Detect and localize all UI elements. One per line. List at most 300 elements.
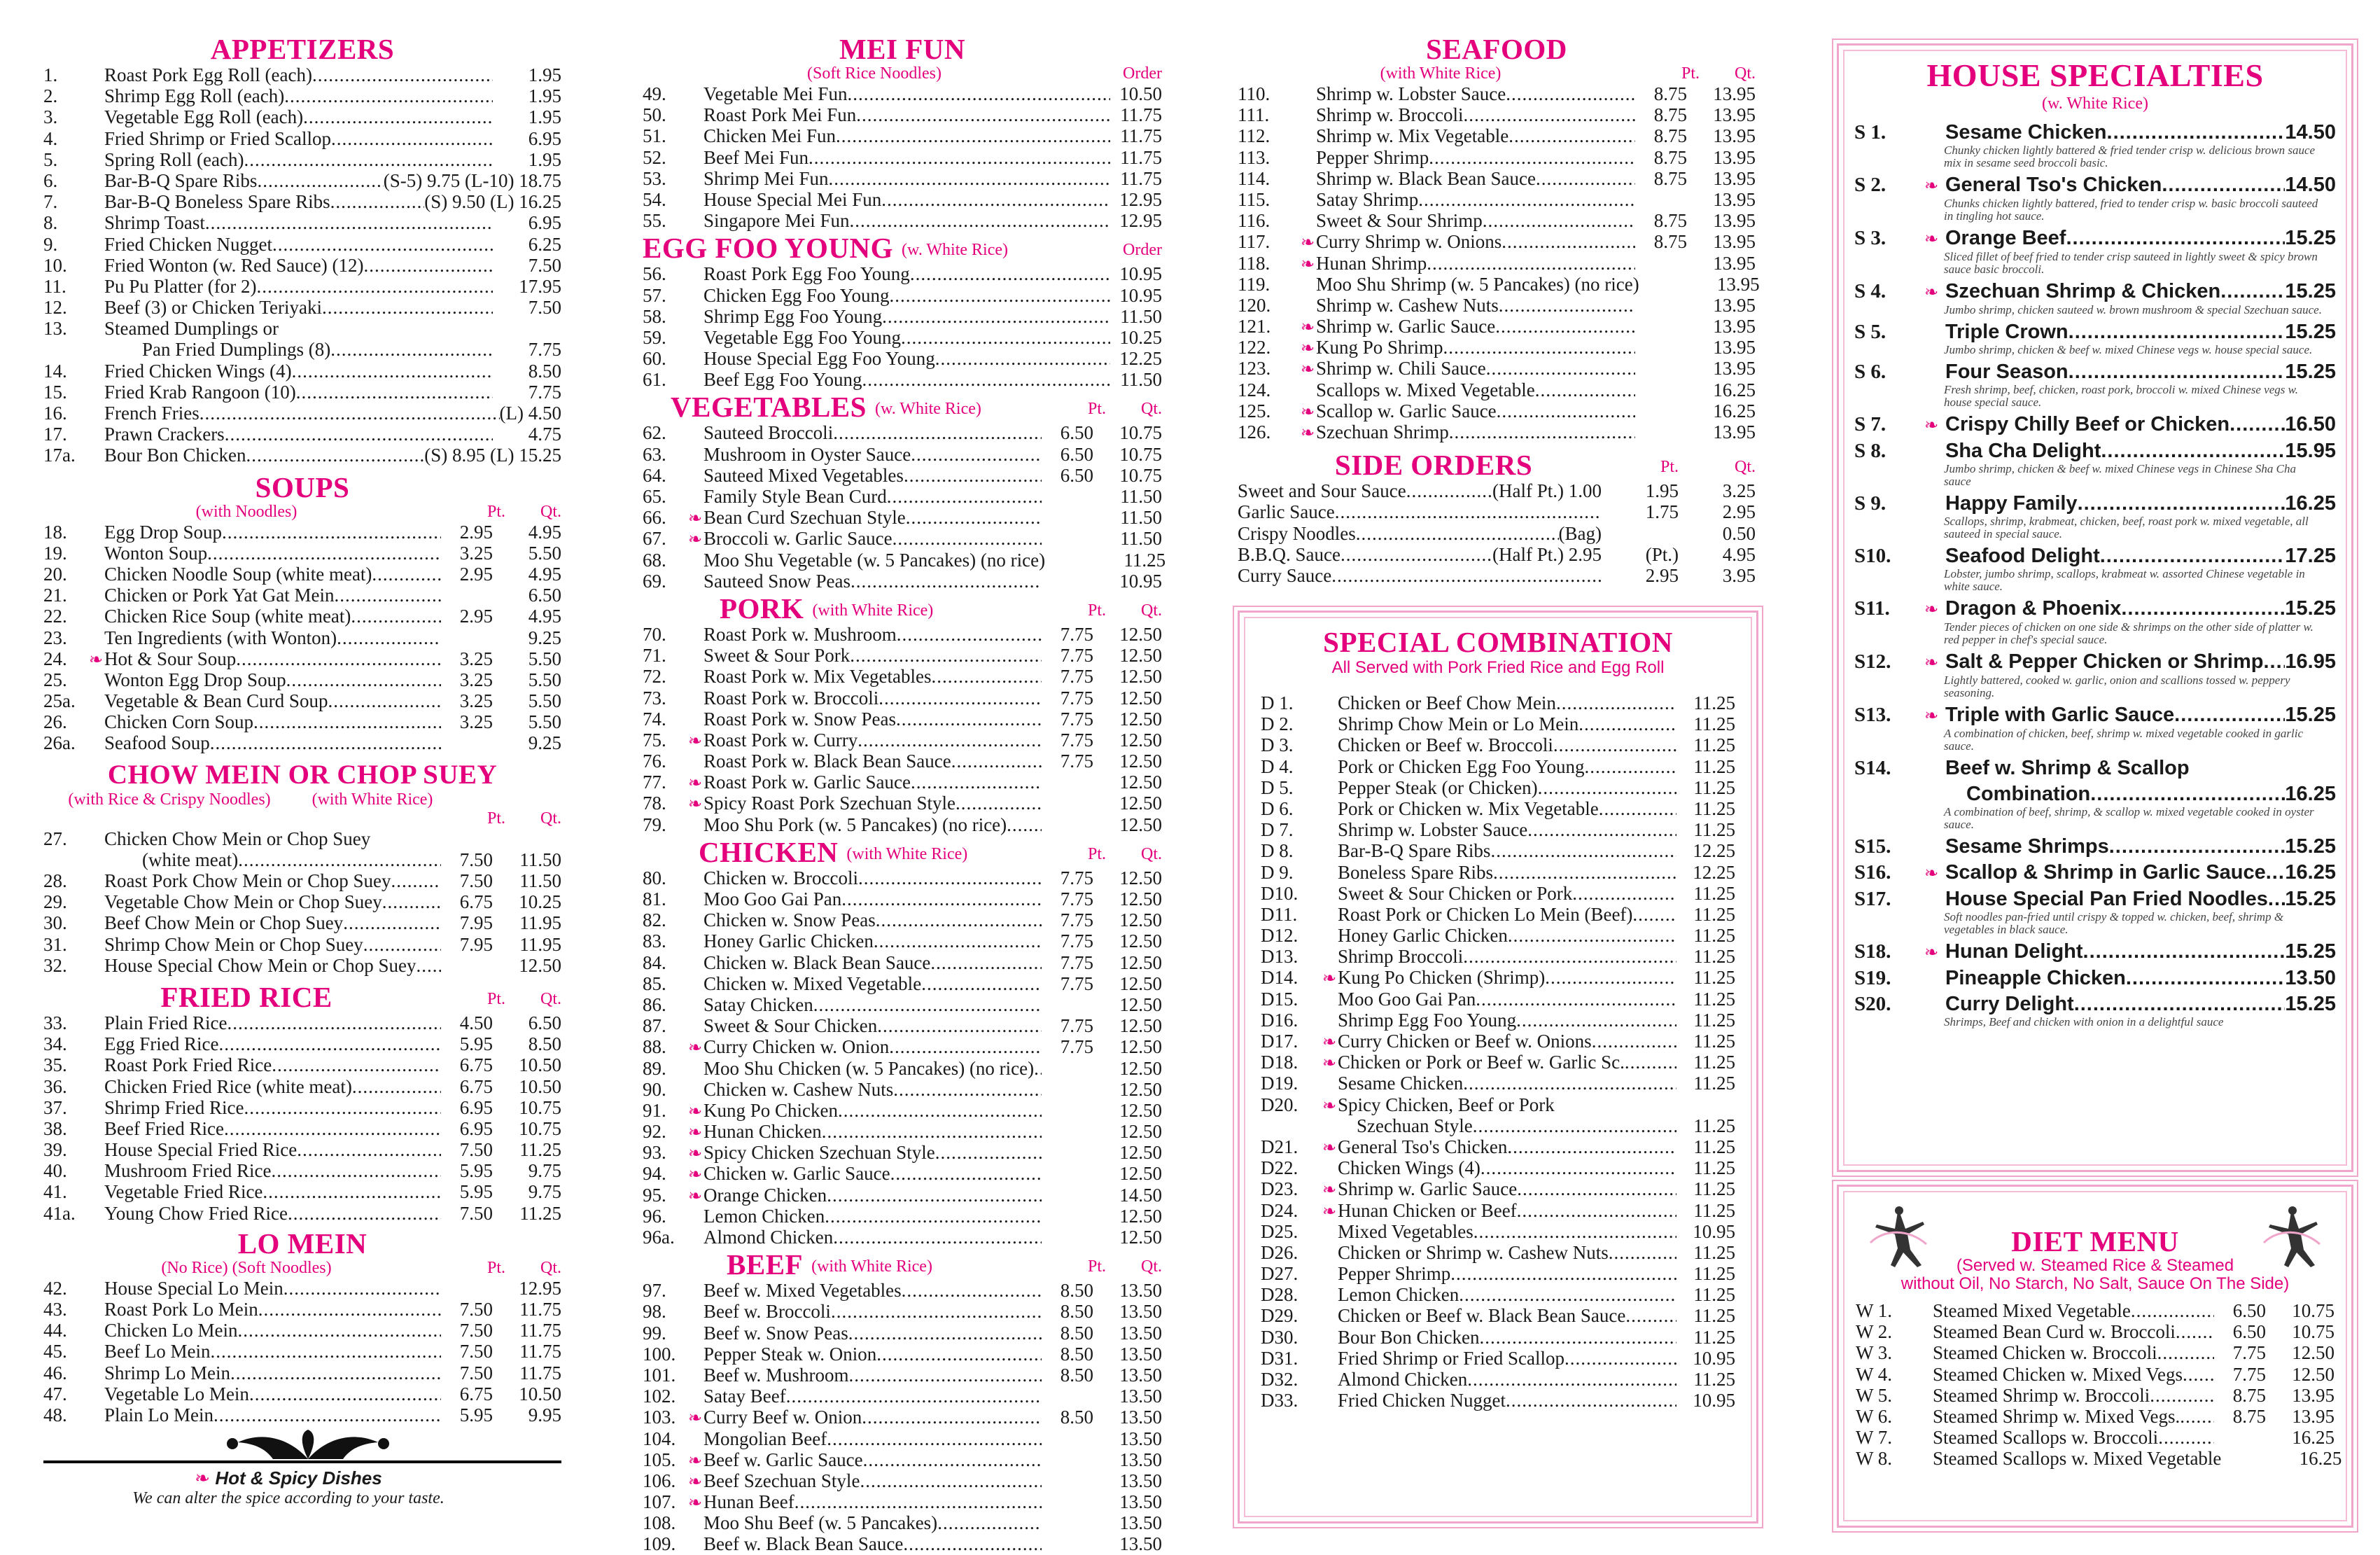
- item-qt-price: 13.95: [1713, 83, 1756, 104]
- item-pt-price: 7.75: [2232, 1363, 2266, 1385]
- item-price: 11.25: [1693, 734, 1735, 756]
- item-qt-price: 13.50: [1119, 1322, 1162, 1344]
- item-name: Fried Chicken Nugget: [104, 233, 272, 255]
- menu-item: [643, 952, 1162, 973]
- item-name: Spring Roll (each): [104, 148, 244, 170]
- item-qt-price: 13.95: [1713, 337, 1756, 358]
- menu-item: [43, 849, 561, 870]
- item-number: 9.: [43, 233, 58, 255]
- item-number: D29.: [1261, 1305, 1298, 1327]
- hot-pepper-icon: ❧: [1301, 255, 1315, 274]
- item-name: Chicken Noodle Soup (white meat): [104, 563, 372, 585]
- item-number: 48.: [43, 1404, 67, 1425]
- leader-dots: [1585, 756, 1676, 777]
- item-name: Sauteed Snow Peas: [704, 570, 850, 592]
- soups-qt-label: Qt.: [540, 502, 561, 521]
- leader-dots: [246, 445, 425, 466]
- item-number: S 4.: [1854, 280, 1886, 302]
- side-orders-qt-label: Qt.: [1735, 458, 1756, 477]
- leader-dots: [272, 234, 493, 255]
- leader-dots: [1449, 421, 1635, 442]
- item-name: Beef w. Mixed Vegetables: [704, 1280, 902, 1302]
- soups-pt-label: Pt.: [486, 502, 505, 521]
- item-name: Shrimp Egg Roll (each): [104, 85, 285, 107]
- item-number: 14.: [43, 360, 67, 382]
- item-qt-price: 4.95: [528, 606, 561, 627]
- special-combination-box: [1238, 611, 1758, 1523]
- item-number: D10.: [1261, 882, 1298, 904]
- hot-pepper-icon: ❧: [688, 1145, 703, 1164]
- menu-item: [1261, 1031, 1735, 1052]
- fried-rice-list: [43, 1012, 561, 1224]
- menu-column-2: [643, 33, 1166, 1555]
- item-price: (S) 9.50 (L) 16.25: [424, 191, 561, 213]
- item-name: Sweet & Sour Pork: [704, 645, 850, 667]
- hot-pepper-icon: ❧: [688, 1494, 703, 1513]
- item-number: 41a.: [43, 1202, 76, 1224]
- item-number: S12.: [1854, 650, 1891, 673]
- pork-title: PORK: [720, 592, 804, 625]
- item-name: Beef w. Garlic Sauce: [704, 1449, 863, 1470]
- menu-item: [43, 128, 561, 149]
- leader-dots: [2174, 704, 2285, 727]
- item-name: Shrimp w. Garlic Sauce: [1338, 1178, 1518, 1200]
- item-name: Roast Pork w. Black Bean Sauce: [704, 751, 951, 772]
- hot-pepper-icon: ❧: [1924, 283, 1939, 302]
- menu-item-line: [1854, 492, 2336, 515]
- item-number: 29.: [43, 891, 67, 913]
- menu-item: [643, 1407, 1162, 1428]
- leader-dots: [850, 645, 1042, 666]
- item-number: 37.: [43, 1096, 67, 1118]
- menu-item: [643, 1365, 1162, 1386]
- item-name: Spicy Roast Pork Szechuan Style: [704, 793, 955, 814]
- item-price: 11.25: [1693, 1052, 1735, 1073]
- item-number: D16.: [1261, 1009, 1298, 1031]
- menu-item: [1856, 1406, 2334, 1427]
- item-name: Chicken Chow Mein or Chop Suey: [104, 828, 371, 849]
- menu-item: [1238, 253, 1756, 274]
- item-qt-price: 13.95: [1713, 210, 1756, 232]
- leader-dots: [303, 106, 493, 127]
- item-name: Shrimp w. Black Bean Sauce: [1316, 167, 1536, 189]
- item-name: Spicy Chicken, Beef or Pork: [1338, 1094, 1555, 1115]
- item-number: 40.: [43, 1160, 67, 1182]
- menu-item: [1261, 1390, 1735, 1411]
- item-name: Plain Fried Rice: [104, 1012, 227, 1033]
- menu-item: [1854, 440, 2336, 488]
- item-pt-price: 1.75: [1645, 501, 1679, 523]
- item-price: 16.25: [2285, 492, 2336, 515]
- egg-foo-young-note: (w. White Rice): [902, 241, 1008, 260]
- menu-item: [43, 627, 561, 648]
- menu-item: [1238, 147, 1756, 168]
- menu-item-line: [1854, 704, 2336, 727]
- item-name: Shrimp Egg Foo Young: [704, 305, 883, 327]
- menu-item: [1238, 189, 1756, 210]
- diet-menu-box: [1837, 1185, 2353, 1528]
- item-name: Beef Szechuan Style: [704, 1470, 860, 1491]
- beef-pt-label: Pt.: [1087, 1257, 1106, 1276]
- leader-dots: [1497, 400, 1635, 421]
- item-number: 10.: [43, 254, 67, 276]
- item-name: House Special Egg Foo Young: [704, 348, 935, 370]
- item-qt-price: 13.95: [1713, 188, 1756, 210]
- item-price: 1.95: [528, 64, 561, 85]
- menu-item: [1856, 1300, 2334, 1321]
- leader-dots: [935, 1142, 1042, 1163]
- leader-dots: [1625, 1305, 1676, 1326]
- item-qt-price: 13.95: [1713, 231, 1756, 253]
- menu-item: [1854, 861, 2336, 885]
- leader-dots: [831, 1301, 1042, 1322]
- menu-item: [643, 285, 1162, 306]
- item-qt-price: 4.95: [1722, 543, 1756, 565]
- menu-item: [1261, 1284, 1735, 1305]
- item-number: 21.: [43, 585, 67, 606]
- menu-item: [1854, 413, 2336, 437]
- item-number: 112.: [1238, 125, 1270, 147]
- item-number: 106.: [643, 1470, 676, 1491]
- vegetables-title: VEGETABLES: [671, 391, 867, 424]
- item-name: Shrimp w. Broccoli: [1316, 104, 1464, 126]
- leader-dots: [2183, 1364, 2214, 1385]
- item-number: 70.: [643, 623, 666, 645]
- item-name: Chicken Corn Soup: [104, 711, 253, 733]
- item-qt-price: 6.50: [528, 1012, 561, 1033]
- leader-dots: [272, 1054, 441, 1075]
- mei-fun-list: [643, 83, 1162, 231]
- item-description: Shrimps, Beef and chicken with onion in a delightful sauce: [1944, 1015, 2224, 1028]
- item-qt-price: 12.50: [2292, 1342, 2334, 1364]
- item-name: Roast Pork w. Garlic Sauce: [704, 772, 911, 793]
- item-name: Vegetable Chow Mein or Chop Suey: [104, 891, 382, 913]
- menu-item: [643, 507, 1162, 528]
- menu-item: [43, 690, 561, 711]
- egg-foo-young-list: [643, 263, 1162, 390]
- item-name: Almond Chicken: [704, 1227, 834, 1248]
- item-number: S13.: [1854, 704, 1891, 726]
- item-pt-price: 7.50: [459, 1320, 493, 1341]
- item-number: S15.: [1854, 835, 1891, 858]
- item-name: Roast Pork w. Curry: [704, 729, 858, 751]
- menu-item: [1261, 862, 1735, 883]
- item-name: Chicken w. Broccoli: [704, 867, 858, 888]
- item-qt-price: 12.50: [1119, 1142, 1162, 1164]
- menu-item: [1261, 883, 1735, 904]
- menu-item: [643, 994, 1162, 1015]
- item-price: 15.25: [2285, 993, 2336, 1015]
- item-name: Mongolian Beef: [704, 1428, 827, 1449]
- item-qt-price: 9.75: [528, 1160, 561, 1182]
- special-combination-list: [1261, 692, 1735, 1411]
- chow-mein-list: [43, 828, 561, 976]
- menu-item: [643, 930, 1162, 951]
- menu-item: [1854, 967, 2336, 990]
- hot-pepper-icon: ❧: [1301, 319, 1315, 337]
- menu-item-line: [1854, 993, 2336, 1016]
- leader-dots: [876, 909, 1042, 930]
- menu-item-line: [1854, 174, 2336, 197]
- item-number: S17.: [1854, 888, 1891, 910]
- leader-dots: [256, 276, 493, 297]
- item-name: Vegetable Mei Fun: [704, 83, 848, 104]
- item-name: Shrimp Toast: [104, 212, 205, 234]
- item-number: S 2.: [1854, 174, 1886, 196]
- item-name: Beef Mei Fun: [704, 146, 808, 168]
- leader-dots: [1483, 210, 1635, 231]
- item-name: (white meat): [104, 849, 239, 870]
- item-name: Shrimp w. Mix Vegetable: [1316, 125, 1509, 147]
- item-name: Roast Pork Mei Fun: [704, 104, 857, 126]
- item-number: 11.: [43, 275, 66, 297]
- item-name: Szechuan Shrimp: [1316, 421, 1449, 442]
- item-name: Beef w. Snow Peas: [704, 1322, 848, 1344]
- item-name: Ten Ingredients (with Wonton): [104, 627, 337, 648]
- item-qt-price: 13.95: [1713, 358, 1756, 379]
- item-number: 73.: [643, 687, 666, 709]
- item-pt-price: 8.75: [1653, 83, 1687, 104]
- leader-dots: [1476, 989, 1676, 1010]
- menu-item: [1854, 783, 2336, 831]
- item-name: General Tso's Chicken: [1338, 1136, 1508, 1157]
- item-qt-price: 10.75: [2292, 1321, 2334, 1343]
- item-name: Fried Chicken Wings (4): [104, 360, 292, 382]
- item-number: 113.: [1238, 146, 1270, 168]
- item-number: D31.: [1261, 1347, 1298, 1369]
- item-name: Chicken Mei Fun: [704, 125, 836, 147]
- item-name: Fried Wonton (w. Red Sauce) (12): [104, 254, 364, 276]
- menu-item: [1261, 946, 1735, 967]
- item-name: Sesame Shrimps: [1945, 835, 2109, 858]
- item-qt-price: 9.95: [528, 1404, 561, 1425]
- leader-dots: [1493, 862, 1676, 883]
- menu-item: [1261, 1305, 1735, 1326]
- item-pt-price: 5.95: [459, 1404, 493, 1425]
- item-number: 96a.: [643, 1227, 675, 1248]
- leader-dots: [847, 83, 1110, 104]
- item-price: 11.25: [1693, 797, 1735, 819]
- item-pt-price: 7.50: [459, 849, 493, 870]
- menu-item: [643, 125, 1162, 146]
- item-qt-price: 12.50: [1119, 687, 1162, 709]
- item-name: Family Style Bean Curd: [704, 486, 887, 507]
- item-number: 4.: [43, 127, 58, 149]
- item-name: Beef w. Broccoli: [704, 1301, 831, 1323]
- item-number: 121.: [1238, 316, 1271, 337]
- item-number: 99.: [643, 1322, 666, 1344]
- item-qt-price: 12.50: [1119, 930, 1162, 952]
- leader-dots: [2180, 1406, 2214, 1427]
- item-name: Pork or Chicken w. Mix Vegetable: [1338, 797, 1599, 819]
- item-name: Vegetable Egg Foo Young: [704, 326, 901, 348]
- item-number: 77.: [643, 772, 666, 793]
- item-number: 5.: [43, 148, 58, 170]
- item-number: D 1.: [1261, 692, 1294, 713]
- item-name: Chicken w. Black Bean Sauce: [704, 951, 931, 973]
- item-name: Kung Po Chicken: [704, 1099, 838, 1121]
- item-name: Orange Chicken: [704, 1184, 827, 1206]
- item-pt-price: 3.25: [459, 648, 493, 669]
- item-number: D 7.: [1261, 819, 1294, 841]
- item-pt-price: 1.95: [1645, 480, 1679, 502]
- leader-dots: [292, 361, 493, 382]
- hot-pepper-icon: ❧: [688, 1451, 703, 1470]
- item-qt-price: 16.25: [1713, 400, 1756, 421]
- leader-dots: [911, 444, 1042, 465]
- item-qt-price: 13.50: [1119, 1280, 1162, 1302]
- menu-item: [643, 624, 1162, 645]
- item-number: 111.: [1238, 104, 1270, 126]
- item-pt-price: 7.75: [2232, 1342, 2266, 1364]
- item-name: Roast Pork or Chicken Lo Mein (Beef): [1338, 903, 1633, 925]
- item-price: 7.50: [528, 254, 561, 276]
- item-name: Honey Garlic Chicken: [1338, 925, 1508, 947]
- item-number: 59.: [643, 326, 666, 348]
- item-qt-price: 2.95: [1722, 501, 1756, 523]
- item-name: Sauteed Broccoli: [704, 422, 834, 444]
- menu-item: [43, 382, 561, 403]
- item-name: Pan Fried Dumplings (8): [104, 339, 331, 361]
- menu-item: [643, 263, 1162, 284]
- item-pt-price: 8.75: [1653, 210, 1687, 232]
- menu-item: [643, 1079, 1162, 1100]
- item-qt-price: 12.50: [1119, 751, 1162, 772]
- item-name: Salt & Pepper Chicken or Shrimp: [1945, 650, 2264, 673]
- leader-dots: [1474, 1221, 1676, 1242]
- item-name: Spicy Chicken Szechuan Style: [704, 1142, 935, 1164]
- menu-item: [43, 912, 561, 933]
- item-number: D27.: [1261, 1263, 1298, 1285]
- hot-pepper-icon: ❧: [1301, 234, 1315, 253]
- item-number: D20.: [1261, 1094, 1298, 1115]
- item-price: 15.25: [2285, 321, 2336, 343]
- leader-dots: [330, 191, 425, 212]
- menu-item: [1856, 1321, 2334, 1342]
- item-pt-price: 7.75: [1060, 1015, 1093, 1037]
- item-pt-price: 6.75: [459, 1054, 493, 1076]
- menu-item: [643, 1121, 1162, 1142]
- menu-item: [1261, 798, 1735, 819]
- item-price: 10.95: [1693, 1220, 1735, 1242]
- item-price: 11.75: [1120, 146, 1162, 168]
- menu-item: [1238, 480, 1756, 501]
- item-name: Chicken or Shrimp w. Cashew Nuts: [1338, 1241, 1609, 1263]
- item-name: Chicken or Pork Yat Gat Mein: [104, 585, 335, 606]
- item-name: Roast Pork Egg Roll (each): [104, 64, 312, 85]
- item-number: D32.: [1261, 1369, 1298, 1390]
- item-number: W 5.: [1856, 1384, 1892, 1406]
- item-number: 120.: [1238, 294, 1271, 316]
- item-number: 68.: [643, 549, 666, 571]
- item-name: Chicken Egg Foo Young: [704, 284, 890, 306]
- menu-item: [1856, 1385, 2334, 1406]
- item-pt-price: 8.50: [1060, 1280, 1093, 1302]
- leader-dots: [896, 709, 1042, 730]
- item-price: 11.25: [1693, 1073, 1735, 1094]
- seafood-pt-label: Pt.: [1681, 64, 1700, 83]
- menu-item: [43, 234, 561, 255]
- item-name: Steamed Scallops w. Broccoli: [1933, 1427, 2159, 1449]
- item-price: 12.25: [1119, 348, 1162, 370]
- leader-dots: [1427, 253, 1635, 274]
- item-number: 44.: [43, 1320, 67, 1341]
- item-number: 122.: [1238, 337, 1271, 358]
- special-combination-subtitle: All Served with Pork Fried Rice and Egg Roll: [1331, 658, 1665, 677]
- hot-pepper-icon: ❧: [1924, 230, 1939, 249]
- leader-dots: [2068, 361, 2286, 384]
- menu-item: [1261, 777, 1735, 798]
- item-pt-price: (Pt.): [1645, 543, 1679, 565]
- leader-dots: [1517, 1200, 1676, 1221]
- item-qt-price: 3.25: [1722, 480, 1756, 502]
- item-name: Four Season: [1945, 361, 2068, 383]
- hot-pepper-icon: ❧: [688, 795, 703, 814]
- leader-dots: [205, 212, 493, 233]
- item-name: Shrimp w. Garlic Sauce: [1316, 316, 1496, 337]
- leader-dots: [841, 888, 1042, 909]
- leader-dots: [1356, 523, 1559, 544]
- leader-dots: [288, 1203, 441, 1224]
- menu-item: [1261, 1242, 1735, 1263]
- menu-item: [43, 648, 561, 669]
- chow-mein-title: CHOW MEIN OR CHOP SUEY: [107, 759, 498, 790]
- menu-item: [43, 1139, 561, 1160]
- item-number: 107.: [643, 1491, 676, 1513]
- item-number: 35.: [43, 1054, 67, 1076]
- item-name: Kung Po Chicken (Shrimp): [1338, 967, 1546, 989]
- item-number: 101.: [643, 1364, 676, 1386]
- leader-dots: [910, 263, 1110, 284]
- item-number: 1.: [43, 64, 58, 85]
- item-number: 45.: [43, 1341, 67, 1362]
- menu-item: [43, 1299, 561, 1320]
- item-qt-price: 13.50: [1119, 1343, 1162, 1365]
- leader-dots: [364, 255, 493, 276]
- menu-item: [1238, 210, 1756, 231]
- leader-dots: [822, 1121, 1042, 1142]
- seafood-qt-label: Qt.: [1735, 64, 1756, 83]
- leader-dots: [860, 1470, 1042, 1491]
- item-name: Steamed Bean Curd w. Broccoli: [1933, 1321, 2176, 1343]
- item-name: Beef w. Shrimp & Scallop: [1945, 757, 2190, 779]
- item-number: D17.: [1261, 1031, 1298, 1052]
- item-pt-price: 6.50: [1060, 422, 1093, 444]
- item-pt-price: 2.95: [1645, 564, 1679, 586]
- item-name: Shrimp w. Cashew Nuts: [1316, 294, 1499, 316]
- menu-item-line: [1854, 413, 2336, 437]
- item-name: Pineapple Chicken: [1945, 967, 2126, 989]
- leader-dots: [1609, 1242, 1676, 1263]
- menu-item: [1238, 104, 1756, 125]
- item-price: 11.25: [1693, 1157, 1735, 1179]
- leader-dots: [284, 85, 493, 106]
- item-number: 63.: [643, 443, 666, 465]
- leader-dots: [218, 1033, 441, 1054]
- item-name: Scallops w. Mixed Vegetable: [1316, 379, 1535, 400]
- item-number: 51.: [643, 125, 666, 147]
- item-qt-price: 12.50: [1119, 708, 1162, 730]
- menu-item: [43, 64, 561, 85]
- item-number: S19.: [1854, 967, 1891, 989]
- item-price: 16.25: [2285, 861, 2336, 884]
- item-number: D15.: [1261, 988, 1298, 1010]
- leader-dots: [2090, 783, 2285, 806]
- item-name: Moo Shu Chicken (w. 5 Pancakes) (no rice): [704, 1057, 1035, 1079]
- item-price: 14.50: [2285, 121, 2336, 144]
- leader-dots: [262, 1181, 441, 1202]
- item-number: 98.: [643, 1301, 666, 1323]
